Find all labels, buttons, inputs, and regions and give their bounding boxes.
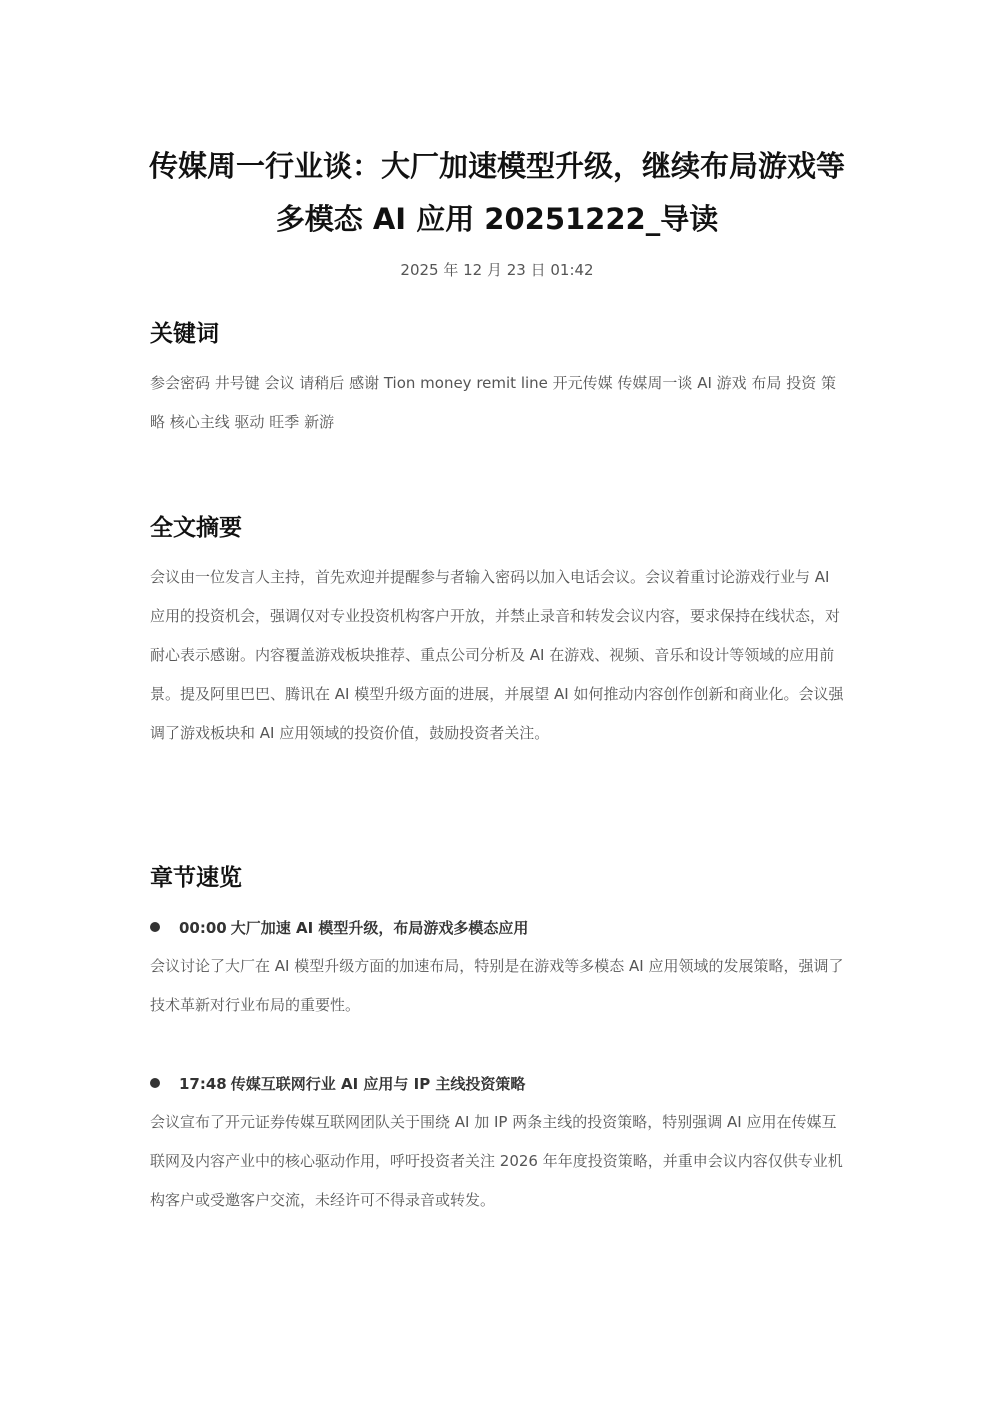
- bullet-icon: [150, 1078, 160, 1088]
- chapter-timestamp: 00:00: [179, 919, 227, 937]
- chapter-item-text: 会议讨论了大厂在 AI 模型升级方面的加速布局，特别是在游戏等多模态 AI 应用领域的发展策略，强调了技术革新对行业布局的重要性。: [150, 957, 844, 1014]
- chapter-item-title: [150, 915, 844, 941]
- chapter-timestamp: 17:48: [179, 1075, 227, 1093]
- summary-text: 会议由一位发言人主持，首先欢迎并提醒参与者输入密码以加入电话会议。会议着重讨论游戏行业与 AI 应用的投资机会，强调仅对专业投资机构客户开放，并禁止录音和转发会议内容，要求保持在线状态，对耐心表示感谢。内容覆盖游戏板块推荐、重点公司分析及 AI 在游戏、视频、音乐和设计等领域的应用前景。提及阿里巴巴、腾讯在 AI 模型升级方面的进展，并展望 AI 如何推动内容创作创新和商业化。会议强调了游戏板块和 AI 应用领域的投资价值，鼓励投资者关注。: [150, 568, 844, 742]
- chapter-item-title: [150, 1071, 844, 1097]
- keywords-text: 参会密码 井号键 会议 请稍后 感谢 Tion money remit line 开元传媒 传媒周一谈 AI 游戏 布局 投资 策略 核心主线 驱动 旺季 新游: [150, 374, 836, 431]
- chapter-title-text: 传媒互联网行业 AI 应用与 IP 主线投资策略: [230, 1075, 526, 1093]
- bullet-icon: [150, 922, 160, 932]
- summary-heading: 全文摘要: [150, 515, 242, 541]
- document-title: 传媒周一行业谈：大厂加速模型升级，继续布局游戏等多模态 AI 应用 20251222_导读: [148, 149, 845, 236]
- keywords-heading: 关键词: [150, 321, 219, 347]
- chapters-heading: 章节速览: [150, 865, 242, 891]
- chapter-title-text: 大厂加速 AI 模型升级，布局游戏多模态应用: [230, 919, 529, 937]
- chapter-item-text: 会议宣布了开元证券传媒互联网团队关于围绕 AI 加 IP 两条主线的投资策略，特别强调 AI 应用在传媒互联网及内容产业中的核心驱动作用，呼吁投资者关注 2026 年年度投资策略，并重申会议内容仅供专业机构客户或受邀客户交流，未经许可不得录音或转发。: [150, 1113, 843, 1209]
- document-date: 2025 年 12 月 23 日 01:42: [400, 261, 594, 279]
